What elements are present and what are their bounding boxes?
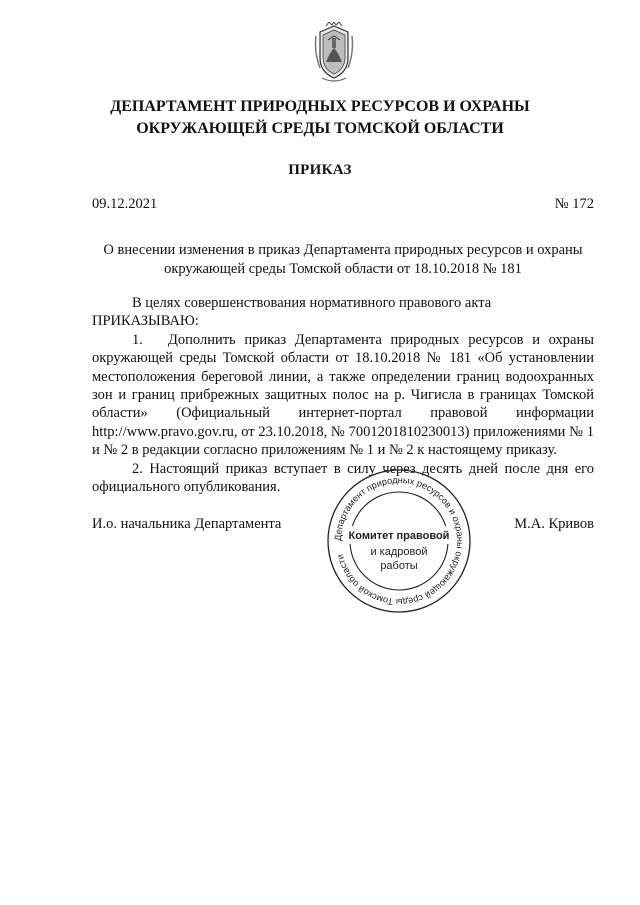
document-body [92,294,594,496]
signatory-role: И.о. начальника Департамента [92,516,282,532]
item-1-text: Дополнить приказ Департамента природных ресурсов и охраны окружающей среды Томской области от 18.10.2018 № 181 «Об установлении местоположения береговой линии, а также определении границ водоохранных зон и границ прибрежных защитных полос на р. Чигисла в границах Томской области» (Официальный интернет-портал правовой информации http://www.pravo.gov.ru, от 23.10.2018, № 7001201810230013) приложениями № 1 и № 2 в редакции согласно приложениям № 1 и № 2 к настоящему приказу. [92,331,594,459]
coat-of-arms-emblem [312,22,356,84]
subject-line1: О внесении изменения в приказ Департамента природных ресурсов и охраны [103,242,583,258]
stamp-center-line2: и кадровой [370,546,428,558]
signatory-name: М.А. Кривов [514,516,594,532]
document-type-title: ПРИКАЗ [288,162,352,178]
intro-paragraph: В целях совершенствования нормативного правового акта [132,295,492,311]
order-word: ПРИКАЗЫВАЮ: [92,313,199,330]
item-2-paragraph: 2. Настоящий приказ вступает в силу через десять дней после дня его официального опубликования. [92,460,594,496]
stamp-center-line1: Комитет правовой [348,530,450,542]
item-1-number: 1. [132,331,143,348]
document-number: № 172 [554,196,594,212]
document-date: 09.12.2021 [92,196,158,212]
item-1-paragraph [92,331,594,460]
department-name-line1: ДЕПАРТАМЕНТ ПРИРОДНЫХ РЕСУРСОВ И ОХРАНЫ [110,98,530,115]
official-stamp [326,468,472,614]
document-subject [92,241,594,279]
stamp-ring-text: Департамент природных ресурсов и охраны окружающей среды Томской области [332,474,466,608]
stamp-center-line3: работы [380,560,418,572]
department-name-line2: ОКРУЖАЮЩЕЙ СРЕДЫ ТОМСКОЙ ОБЛАСТИ [136,120,504,137]
subject-line2: окружающей среды Томской области от 18.10.2018 № 181 [164,261,522,277]
department-name [60,96,580,140]
